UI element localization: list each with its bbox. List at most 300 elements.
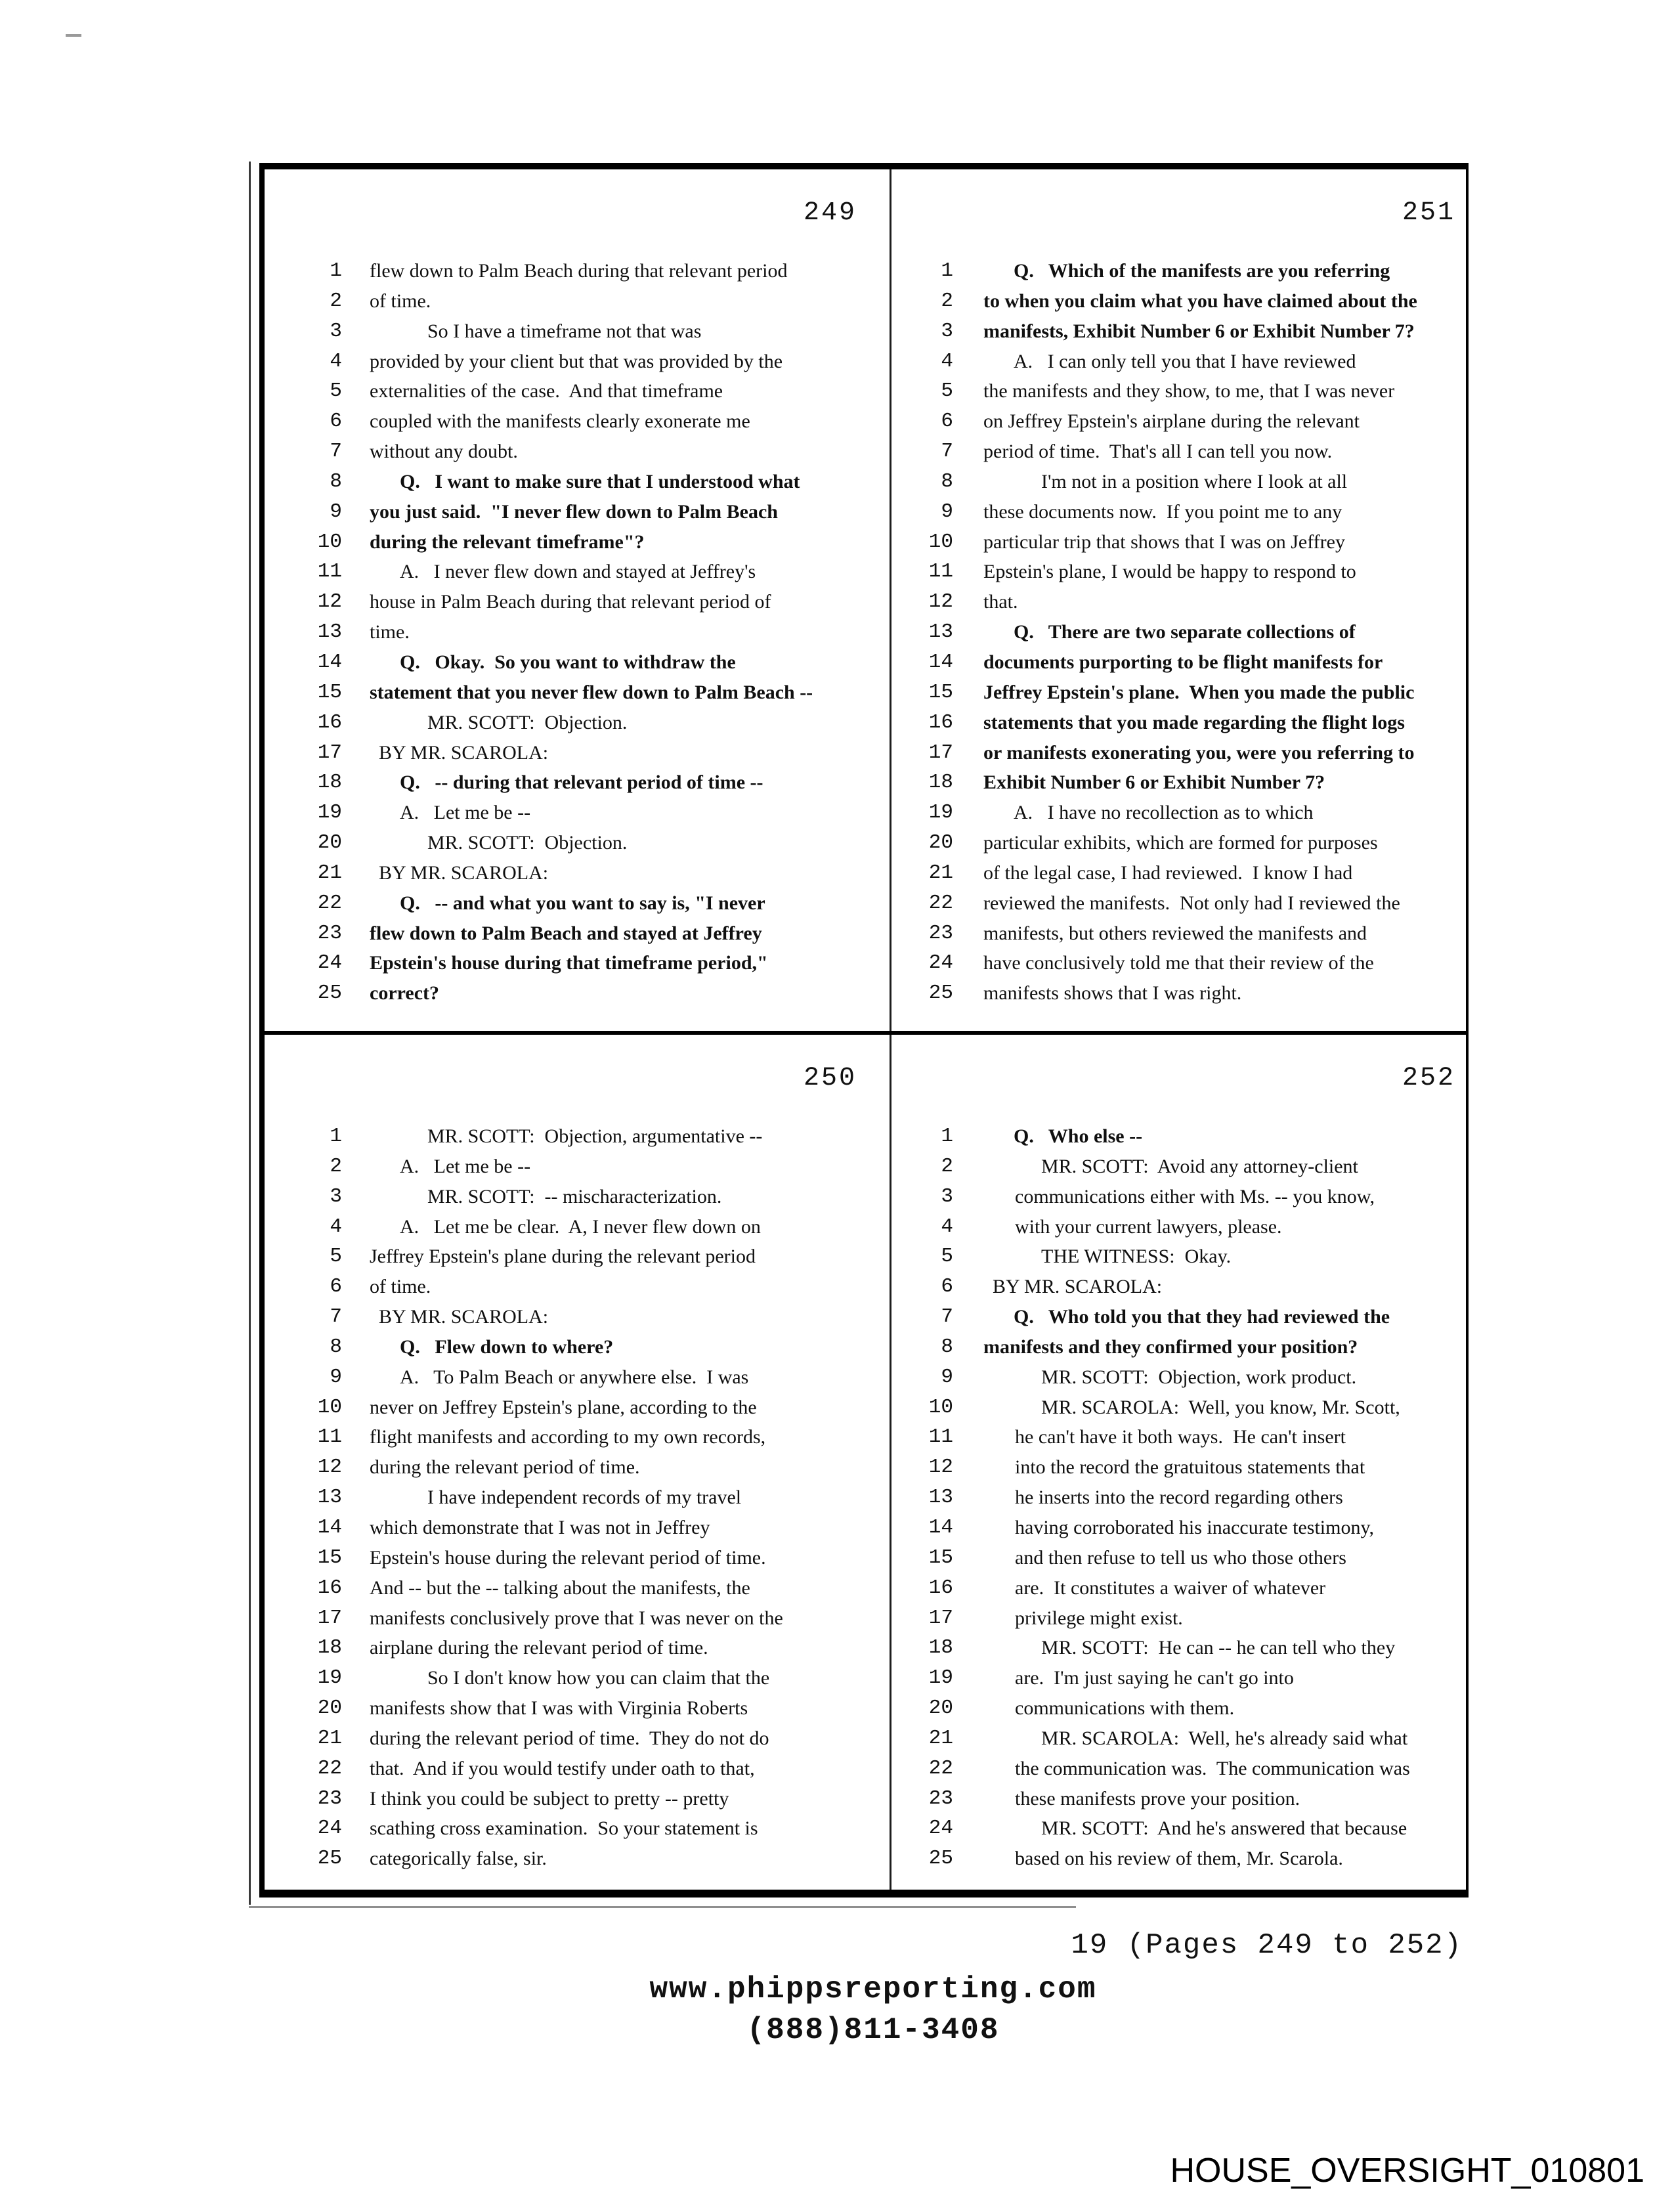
line-number: 22 (317, 891, 342, 915)
line-number: 1 (941, 1125, 953, 1148)
line-number: 6 (941, 1275, 953, 1299)
transcript-line (265, 858, 890, 888)
transcript-line (891, 527, 1466, 557)
line-number: 17 (928, 741, 953, 764)
line-text: into the record the gratuitous statements that (1015, 1456, 1365, 1479)
line-number: 4 (941, 349, 953, 373)
transcript-line (265, 347, 890, 377)
line-number: 12 (928, 590, 953, 614)
transcript-line (265, 437, 890, 467)
line-text: Q. Okay. So you want to withdraw the (400, 651, 736, 673)
line-text: A. Let me be -- (400, 1155, 531, 1177)
line-number: 5 (330, 380, 342, 403)
transcript-line (891, 768, 1466, 798)
line-number: 13 (928, 620, 953, 644)
transcript-line (265, 497, 890, 527)
line-list (891, 256, 1466, 1008)
line-number: 2 (330, 289, 342, 313)
line-text: communications with them. (1015, 1697, 1235, 1720)
line-text: Q. Who else -- (1014, 1125, 1143, 1147)
transcript-line (891, 1754, 1466, 1784)
line-text: flight manifests and according to my own records, (370, 1426, 766, 1448)
line-number: 22 (317, 1756, 342, 1780)
transcript-line (265, 1813, 890, 1844)
line-number: 12 (317, 1456, 342, 1479)
line-text: MR. SCAROLA: Well, he's already said what (1041, 1727, 1408, 1749)
transcript-line (265, 527, 890, 557)
line-number: 16 (928, 710, 953, 734)
line-number: 13 (317, 1486, 342, 1509)
line-number: 8 (330, 1335, 342, 1358)
line-number: 9 (941, 1365, 953, 1389)
line-number: 16 (317, 710, 342, 734)
line-text: never on Jeffrey Epstein's plane, according to the (370, 1396, 757, 1418)
transcript-line (891, 497, 1466, 527)
line-number: 21 (928, 1726, 953, 1750)
line-number: 25 (317, 1847, 342, 1871)
line-list (265, 1121, 890, 1874)
line-text: Jeffrey Epstein's plane during the relevant period (370, 1246, 756, 1268)
transcript-line (265, 617, 890, 647)
transcript-line (265, 1663, 890, 1693)
transcript-line (265, 1513, 890, 1543)
line-text: statements that you made regarding the flight logs (983, 711, 1405, 733)
transcript-line (265, 376, 890, 406)
line-number: 18 (928, 1636, 953, 1660)
line-text: are. It constitutes a waiver of whatever (1015, 1576, 1326, 1599)
transcript-line (891, 1422, 1466, 1452)
footer-page-range: 19 (Pages 249 to 252) (1071, 1929, 1463, 1962)
line-number: 14 (317, 650, 342, 674)
line-number: 11 (317, 1425, 342, 1449)
transcript-line (891, 1362, 1466, 1393)
line-text: So I don't know how you can claim that the (427, 1667, 770, 1689)
transcript-line (891, 1813, 1466, 1844)
line-number: 8 (330, 469, 342, 493)
line-text: MR. SCOTT: Objection. (427, 711, 628, 733)
line-text: Epstein's house during the relevant period of time. (370, 1546, 766, 1569)
line-text: scathing cross examination. So your statement is (370, 1817, 758, 1840)
line-text: Q. -- and what you want to say is, "I never (400, 892, 765, 914)
line-number: 10 (928, 530, 953, 553)
line-text: Q. There are two separate collections of (1014, 621, 1356, 643)
line-text: or manifests exonerating you, were you referring to (983, 741, 1415, 764)
line-text: house in Palm Beach during that relevant period of (370, 591, 771, 613)
transcript-line (265, 888, 890, 919)
line-text: I have independent records of my travel (427, 1486, 742, 1509)
line-number: 1 (941, 259, 953, 282)
line-number: 9 (941, 500, 953, 523)
line-text: Epstein's house during that timeframe period," (370, 952, 768, 974)
transcript-line (891, 1272, 1466, 1302)
transcript-line (265, 1754, 890, 1784)
transcript-line (891, 1543, 1466, 1573)
line-number: 7 (330, 1305, 342, 1329)
transcript-line (265, 587, 890, 617)
line-number: 17 (317, 741, 342, 764)
line-number: 21 (317, 1726, 342, 1750)
line-number: 24 (317, 951, 342, 975)
transcript-line (265, 467, 890, 497)
line-number: 24 (928, 951, 953, 975)
line-text: A. I can only tell you that I have reviewed (1014, 350, 1356, 372)
line-text: A. Let me be clear. A, I never flew down on (400, 1215, 761, 1238)
transcript-line (891, 256, 1466, 286)
line-text: flew down to Palm Beach and stayed at Jeffrey (370, 922, 762, 944)
line-text: BY MR. SCAROLA: (993, 1276, 1163, 1298)
scan-border-line-left (249, 162, 251, 1905)
line-number: 6 (330, 1275, 342, 1299)
line-number: 25 (317, 982, 342, 1005)
line-number: 8 (941, 469, 953, 493)
transcript-line (891, 1302, 1466, 1332)
line-number: 25 (928, 982, 953, 1005)
line-text: BY MR. SCAROLA: (379, 1306, 549, 1328)
line-text: manifests show that I was with Virginia Roberts (370, 1697, 748, 1720)
line-text: period of time. That's all I can tell you now. (983, 441, 1333, 463)
transcript-line (265, 978, 890, 1008)
line-text: A. I have no recollection as to which (1014, 802, 1314, 824)
line-text: And -- but the -- talking about the manifests, the (370, 1576, 750, 1599)
scan-border-line-bottom (249, 1906, 1076, 1908)
line-text: A. Let me be -- (400, 802, 531, 824)
line-text: MR. SCOTT: -- mischaracterization. (427, 1185, 722, 1207)
line-number: 7 (941, 1305, 953, 1329)
line-number: 7 (330, 440, 342, 464)
line-number: 16 (317, 1576, 342, 1599)
line-number: 18 (317, 1636, 342, 1660)
line-number: 10 (317, 1395, 342, 1419)
line-number: 4 (330, 1215, 342, 1238)
transcript-line (891, 1483, 1466, 1513)
transcript-line (891, 1603, 1466, 1634)
line-text: BY MR. SCAROLA: (379, 861, 549, 884)
line-number: 4 (941, 1215, 953, 1238)
line-number: 5 (941, 380, 953, 403)
transcript-line (265, 1272, 890, 1302)
line-number: 3 (941, 1184, 953, 1208)
line-text: particular trip that shows that I was on Jeffrey (983, 531, 1345, 553)
line-number: 4 (330, 349, 342, 373)
transcript-line (265, 678, 890, 708)
line-number: 10 (928, 1395, 953, 1419)
page-number: 252 (1402, 1064, 1455, 1093)
transcript-line (891, 1332, 1466, 1362)
line-text: airplane during the relevant period of time. (370, 1637, 708, 1659)
line-text: during the relevant period of time. They do not do (370, 1727, 769, 1749)
line-text: manifests and they confirmed your position? (983, 1335, 1358, 1358)
line-number: 23 (928, 921, 953, 945)
line-text: he can't have it both ways. He can't insert (1015, 1426, 1346, 1448)
line-text: MR. SCOTT: Objection. (427, 832, 628, 854)
transcript-line (265, 1332, 890, 1362)
line-text: Q. Who told you that they had reviewed the (1014, 1306, 1390, 1328)
transcript-line (891, 828, 1466, 858)
line-number: 14 (317, 1515, 342, 1539)
transcript-line (891, 858, 1466, 888)
line-text: reviewed the manifests. Not only had I reviewed the (983, 892, 1400, 914)
line-text: manifests, Exhibit Number 6 or Exhibit Number 7? (983, 320, 1415, 342)
line-number: 15 (317, 1546, 342, 1569)
transcript-line (891, 1393, 1466, 1423)
line-text: manifests, but others reviewed the manifests and (983, 922, 1367, 944)
line-text: MR. SCOTT: And he's answered that because (1041, 1817, 1407, 1840)
line-number: 9 (330, 500, 342, 523)
line-number: 6 (330, 410, 342, 433)
transcript-line (265, 828, 890, 858)
transcript-line (891, 467, 1466, 497)
line-text: during the relevant timeframe"? (370, 531, 645, 553)
line-text: of time. (370, 290, 431, 312)
line-text: manifests conclusively prove that I was never on the (370, 1607, 783, 1629)
line-number: 11 (928, 560, 953, 584)
line-text: these manifests prove your position. (1015, 1787, 1300, 1810)
line-text: Q. -- during that relevant period of time -- (400, 771, 763, 794)
line-number: 13 (928, 1486, 953, 1509)
transcript-line (891, 948, 1466, 978)
line-number: 23 (317, 1787, 342, 1810)
line-number: 20 (928, 831, 953, 855)
line-number: 20 (928, 1697, 953, 1720)
transcript-line (265, 919, 890, 949)
transcript-line (265, 1422, 890, 1452)
line-text: of time. (370, 1276, 431, 1298)
line-number: 19 (317, 801, 342, 825)
line-text: Jeffrey Epstein's plane. When you made the public (983, 681, 1415, 703)
line-number: 3 (941, 319, 953, 343)
line-number: 18 (928, 771, 953, 794)
transcript-line (891, 738, 1466, 768)
transcript-line (265, 708, 890, 738)
transcript-line (891, 708, 1466, 738)
line-text: he inserts into the record regarding others (1015, 1486, 1343, 1509)
transcript-line (891, 1844, 1466, 1874)
transcript-line (891, 347, 1466, 377)
line-number: 11 (317, 560, 342, 584)
transcript-line (891, 978, 1466, 1008)
transcript-line (265, 1121, 890, 1152)
line-number: 9 (330, 1365, 342, 1389)
line-text: So I have a timeframe not that was (427, 320, 702, 342)
footer-website: www.phippsreporting.com (649, 1972, 1097, 2006)
line-number: 14 (928, 650, 953, 674)
line-number: 5 (941, 1245, 953, 1269)
scan-artifact (66, 34, 81, 37)
line-text: A. To Palm Beach or anywhere else. I was (400, 1366, 749, 1388)
line-number: 1 (330, 259, 342, 282)
line-text: of the legal case, I had reviewed. I know I had (983, 861, 1353, 884)
line-text: I think you could be subject to pretty -- pretty (370, 1787, 729, 1810)
line-number: 1 (330, 1125, 342, 1148)
transcript-line (265, 1362, 890, 1393)
line-number: 19 (928, 801, 953, 825)
transcript-line (265, 1844, 890, 1874)
line-text: without any doubt. (370, 441, 518, 463)
line-text: coupled with the manifests clearly exonerate me (370, 410, 750, 433)
transcript-line (891, 888, 1466, 919)
line-number: 17 (317, 1606, 342, 1630)
transcript-line (891, 1513, 1466, 1543)
page-number: 251 (1402, 198, 1455, 228)
line-text: with your current lawyers, please. (1015, 1215, 1282, 1238)
line-list (265, 256, 890, 1008)
line-number: 2 (330, 1154, 342, 1178)
line-text: on Jeffrey Epstein's airplane during the relevant (983, 410, 1360, 433)
transcript-line (265, 406, 890, 437)
transcript-line (891, 406, 1466, 437)
transcript-line (265, 256, 890, 286)
transcript-line (265, 1302, 890, 1332)
line-number: 21 (928, 861, 953, 884)
line-number: 3 (330, 319, 342, 343)
line-text: communications either with Ms. -- you know, (1015, 1185, 1375, 1207)
line-text: are. I'm just saying he can't go into (1015, 1667, 1294, 1689)
line-text: externalities of the case. And that timeframe (370, 380, 723, 402)
line-text: documents purporting to be flight manifests for (983, 651, 1383, 673)
transcript-line (891, 376, 1466, 406)
transcript-line (265, 768, 890, 798)
line-number: 23 (317, 921, 342, 945)
line-number: 25 (928, 1847, 953, 1871)
transcript-line (265, 1603, 890, 1634)
transcript-line (891, 286, 1466, 316)
line-number: 21 (317, 861, 342, 884)
transcript-line (265, 1242, 890, 1272)
transcript-line (265, 1452, 890, 1483)
line-text: Epstein's plane, I would be happy to respond to (983, 561, 1356, 583)
line-text: I'm not in a position where I look at all (1041, 470, 1348, 492)
line-text: BY MR. SCAROLA: (379, 741, 549, 764)
line-text: Q. Flew down to where? (400, 1335, 614, 1358)
transcript-line (891, 798, 1466, 828)
line-number: 19 (928, 1666, 953, 1690)
line-number: 15 (317, 680, 342, 704)
line-text: correct? (370, 982, 440, 1005)
line-number: 14 (928, 1515, 953, 1539)
line-text: MR. SCOTT: Objection, argumentative -- (427, 1125, 763, 1147)
line-text: the communication was. The communication was (1015, 1757, 1410, 1779)
line-text: having corroborated his inaccurate testimony, (1015, 1516, 1375, 1538)
line-number: 20 (317, 831, 342, 855)
line-number: 5 (330, 1245, 342, 1269)
line-number: 2 (941, 289, 953, 313)
quadrant-page-251 (891, 169, 1466, 1031)
transcript-line (265, 1724, 890, 1754)
line-text: the manifests and they show, to me, that I was never (983, 380, 1395, 402)
line-text: particular exhibits, which are formed for purposes (983, 832, 1378, 854)
transcript-line (891, 617, 1466, 647)
line-list (891, 1121, 1466, 1874)
line-text: manifests shows that I was right. (983, 982, 1242, 1005)
line-number: 12 (928, 1456, 953, 1479)
line-text: flew down to Palm Beach during that relevant period (370, 260, 788, 282)
line-text: THE WITNESS: Okay. (1041, 1246, 1232, 1268)
transcript-line (265, 1483, 890, 1513)
line-text: Q. Which of the manifests are you referring (1014, 260, 1390, 282)
line-text: and then refuse to tell us who those others (1015, 1546, 1346, 1569)
transcript-grid (259, 163, 1469, 1898)
line-number: 15 (928, 680, 953, 704)
line-number: 15 (928, 1546, 953, 1569)
line-number: 22 (928, 891, 953, 915)
transcript-line (265, 316, 890, 347)
transcript-line (891, 1633, 1466, 1663)
transcript-line (265, 647, 890, 678)
line-number: 10 (317, 530, 342, 553)
transcript-line (891, 647, 1466, 678)
line-text: MR. SCOTT: Avoid any attorney-client (1041, 1155, 1358, 1177)
quadrant-page-250 (265, 1035, 890, 1890)
line-number: 24 (928, 1817, 953, 1840)
line-number: 11 (928, 1425, 953, 1449)
line-number: 12 (317, 590, 342, 614)
line-number: 20 (317, 1697, 342, 1720)
transcript-line (265, 557, 890, 587)
quadrant-page-252 (891, 1035, 1466, 1890)
line-text: A. I never flew down and stayed at Jeffrey's (400, 561, 756, 583)
transcript-line (891, 1693, 1466, 1724)
transcript-line (265, 286, 890, 316)
line-text: MR. SCOTT: Objection, work product. (1041, 1366, 1357, 1388)
line-text: MR. SCOTT: He can -- he can tell who they (1041, 1637, 1396, 1659)
transcript-line (891, 1784, 1466, 1814)
line-text: MR. SCAROLA: Well, you know, Mr. Scott, (1041, 1396, 1400, 1418)
quadrant-page-249 (265, 169, 890, 1031)
transcript-line (265, 798, 890, 828)
line-number: 8 (941, 1335, 953, 1358)
line-text: that. And if you would testify under oath to that, (370, 1757, 755, 1779)
line-number: 18 (317, 771, 342, 794)
transcript-line (265, 1693, 890, 1724)
line-text: statement that you never flew down to Palm Beach -- (370, 681, 813, 703)
transcript-line (265, 948, 890, 978)
line-text: categorically false, sir. (370, 1848, 547, 1870)
line-number: 19 (317, 1666, 342, 1690)
line-text: that. (983, 591, 1018, 613)
transcript-line (891, 1452, 1466, 1483)
transcript-line (265, 1182, 890, 1212)
line-number: 16 (928, 1576, 953, 1599)
line-text: Exhibit Number 6 or Exhibit Number 7? (983, 771, 1325, 794)
page-number: 250 (803, 1064, 857, 1093)
transcript-line (891, 1152, 1466, 1182)
line-number: 6 (941, 410, 953, 433)
transcript-line (891, 919, 1466, 949)
transcript-line (265, 1212, 890, 1242)
line-number: 23 (928, 1787, 953, 1810)
line-text: to when you claim what you have claimed about the (983, 290, 1417, 312)
transcript-line (265, 1543, 890, 1573)
line-number: 7 (941, 440, 953, 464)
line-text: privilege might exist. (1015, 1607, 1183, 1629)
line-number: 17 (928, 1606, 953, 1630)
transcript-line (265, 738, 890, 768)
transcript-line (265, 1784, 890, 1814)
line-number: 13 (317, 620, 342, 644)
line-text: these documents now. If you point me to any (983, 500, 1342, 523)
transcript-line (891, 1121, 1466, 1152)
transcript-line (891, 678, 1466, 708)
transcript-line (265, 1152, 890, 1182)
line-text: have conclusively told me that their review of the (983, 952, 1374, 974)
line-text: Q. I want to make sure that I understood what (400, 470, 800, 492)
line-text: you just said. "I never flew down to Palm Beach (370, 500, 778, 523)
transcript-line (891, 557, 1466, 587)
transcript-line (265, 1393, 890, 1423)
line-number: 22 (928, 1756, 953, 1780)
transcript-line (265, 1633, 890, 1663)
transcript-line (891, 1182, 1466, 1212)
